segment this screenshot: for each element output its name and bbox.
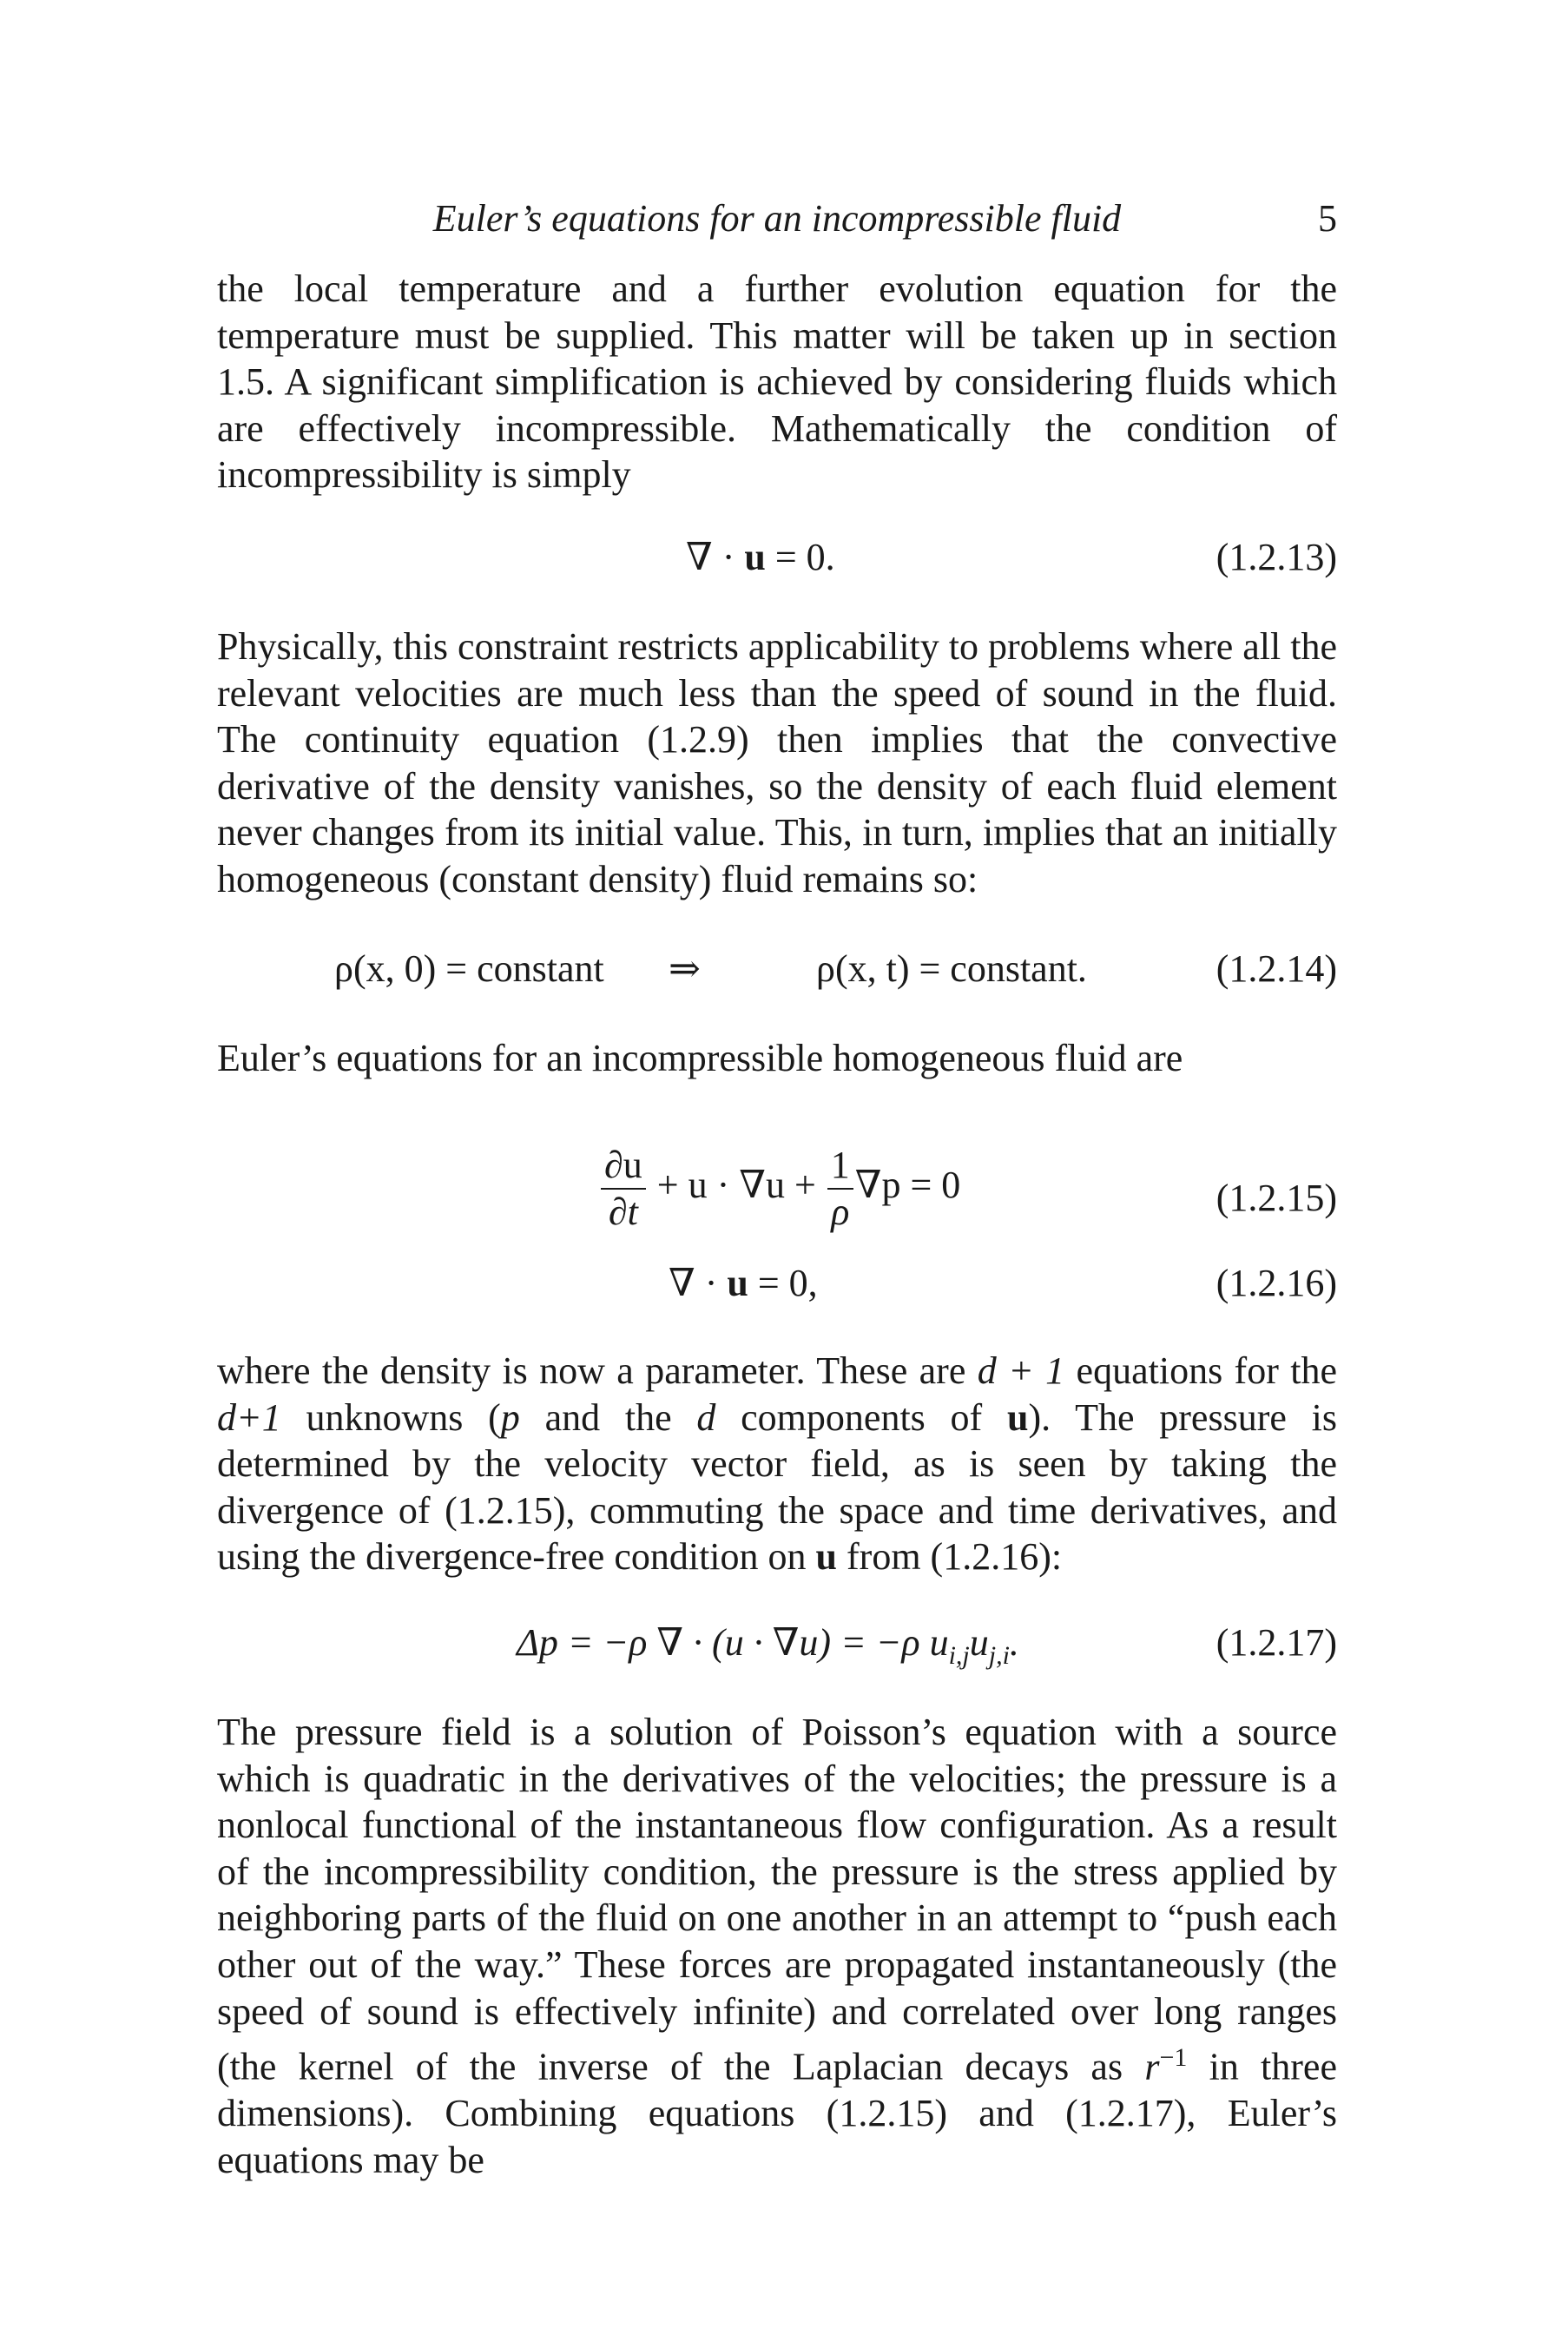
running-header (217, 193, 1337, 245)
running-title: Euler’s equations for an incompressible fluid (432, 197, 1122, 240)
equation-body: Δp = −ρ ∇ · (u · ∇u) = −ρ $u_{i,j}u_{j,i}$. (517, 1621, 1019, 1670)
equation-body: ∇ · u = 0. (686, 536, 835, 578)
paragraph-4: where the density is now a parameter. These are d + 1 equations for the d+1 unknowns (p and the d components of u). The pressure is determined by the velocity vector field, as is seen by taking the divergence of (1.2.15), commuting the space and time derivatives, and using the divergence-free condition on u from (1.2.16): (217, 1349, 1337, 1579)
paragraph-3-text: Euler’s equations for an incompressible homogeneous fluid are (217, 1037, 1183, 1079)
paragraph-3 (217, 1035, 1337, 1082)
equation-number: (1.2.16) (1216, 1262, 1337, 1304)
equation-1-2-17 (217, 1617, 1337, 1669)
equation-body: ∇ · u = 0, (669, 1262, 818, 1304)
equation-number: (1.2.13) (1216, 536, 1337, 578)
paragraph-2 (217, 623, 1337, 903)
equation-1-2-13 (217, 531, 1337, 584)
paragraph-1 (217, 266, 1337, 498)
equation-number: (1.2.15) (1216, 1177, 1337, 1219)
paragraph-5: The pressure field is a solution of Poisson’s equation with a source which is quadratic in the derivatives of the velocities; the pressure is a nonlocal functional of the instantaneous flow configuration. As a result of the incompressibility condition, the pressure is the stress applied by neighboring parts of the fluid on one another in an attempt to “push each other out of the way.” These forces are propagated instantaneously (the speed of sound is effectively infinite) and correlated over long ranges (the kernel of the inverse of the Laplacian decays as $r^{-1}$ in three dimensions). Combining equations (1.2.15) and (1.2.17), Euler’s equations may be (217, 1711, 1337, 2181)
page-number: 5 (1318, 197, 1337, 240)
implies-arrow: ⇒ (669, 947, 701, 990)
equation-1-2-16 (217, 1257, 1337, 1309)
fraction-one-over-rho: $\frac{1}{\rho}$ (827, 1146, 853, 1231)
fraction-du-dt: $\frac{\partial u}{\partial t}$ (601, 1146, 646, 1231)
equation-1-2-14 (217, 943, 1337, 995)
equation-number: (1.2.17) (1216, 1621, 1337, 1664)
paragraph-2-text: Physically, this constraint restricts applicability to problems where all the relevant velocities are much less than the speed of sound in the fluid. The continuity equation (1.2.9) then implies that the convective derivative of the density vanishes, so the density of each fluid element never changes from its initial value. This, in turn, implies that an initially homogeneous (constant density) fluid remains so: (217, 625, 1337, 900)
equation-left: ρ(x, 0) = constant (334, 947, 604, 990)
equation-body: $\frac{\partial u}{\partial t}$ + u · ∇u + $\frac{1}{\rho}$ ∇p = 0 (599, 1146, 960, 1231)
equation-number: (1.2.14) (1216, 947, 1337, 990)
paragraph-1-text: the local temperature and a further evolution equation for the temperature must be supplied. This matter will be taken up in section 1.5. A significant simplification is achieved by considering fluids which are effectively incompressible. Mathematically the condition of incompressibility is simply (217, 267, 1337, 497)
equation-right: ρ(x, t) = constant. (816, 947, 1087, 990)
equation-1-2-15 (217, 1138, 1337, 1259)
